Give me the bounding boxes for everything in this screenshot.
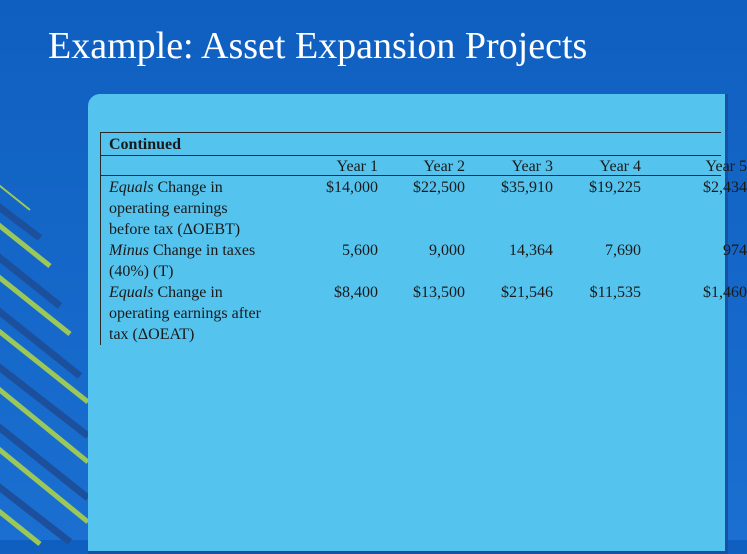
decorative-stripes <box>0 170 90 540</box>
column-header-year-1: Year 1 <box>336 158 378 175</box>
column-header-year-4: Year 4 <box>599 158 641 175</box>
column-header-year-3: Year 3 <box>511 158 553 175</box>
row-label-taxes-line-2: (40%) (T) <box>109 263 174 280</box>
column-header-year-5: Year 5 <box>705 158 747 175</box>
row-label-oeat-line-3: tax (ΔOEAT) <box>109 326 195 343</box>
table-cell: $21,546 <box>501 284 553 301</box>
table-cell: 9,000 <box>429 242 465 259</box>
table-cell: 7,690 <box>605 242 641 259</box>
table-cell: $14,000 <box>326 179 378 196</box>
table-cell: $19,225 <box>589 179 641 196</box>
row-label-oeat-line-1: Equals Change in <box>109 284 223 301</box>
table-cell: $1,460 <box>703 284 747 301</box>
table-cell: $8,400 <box>334 284 378 301</box>
column-header-year-2: Year 2 <box>423 158 465 175</box>
table-cell: 974 <box>723 242 747 259</box>
slide-title: Example: Asset Expansion Projects <box>48 25 588 67</box>
row-label-taxes-line-1: Minus Change in taxes <box>109 242 256 259</box>
table-cell: $35,910 <box>501 179 553 196</box>
table-cell: 14,364 <box>509 242 553 259</box>
data-table <box>100 132 747 345</box>
table-cell: $13,500 <box>413 284 465 301</box>
row-label-oebt-line-1: Equals Change in <box>109 179 223 196</box>
row-label-oebt-line-2: operating earnings <box>109 200 228 217</box>
table-cell: $11,535 <box>589 284 641 301</box>
row-label-oebt-line-3: before tax (ΔOEBT) <box>109 221 241 238</box>
table-cell: $22,500 <box>413 179 465 196</box>
table-cell: $2,434 <box>703 179 747 196</box>
table-heading: Continued <box>109 136 182 153</box>
row-label-oeat-line-2: operating earnings after <box>109 305 261 322</box>
table-cell: 5,600 <box>342 242 378 259</box>
